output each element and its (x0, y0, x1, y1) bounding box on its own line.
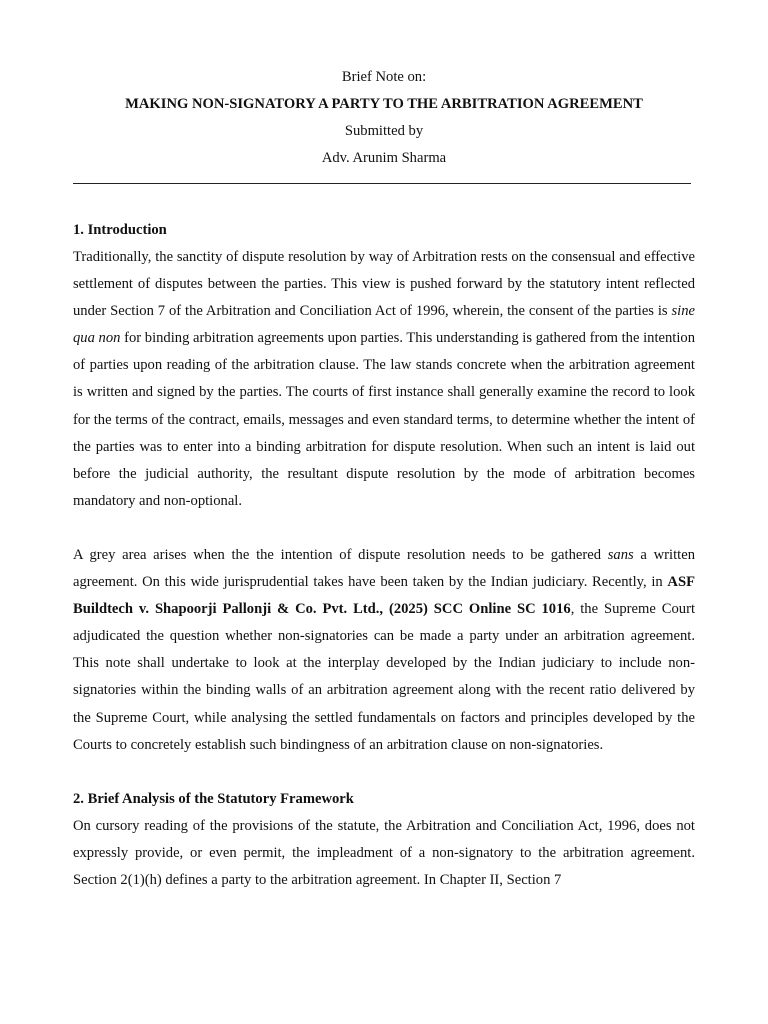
document-header (73, 64, 695, 172)
intro-p1-text-a: Traditionally, the sanctity of dispute resolution by way of Arbitration rests on the consensual and effective settlement of disputes between the parties. This view is pushed forward by the statutory intent reflected under Section 7 of the Arbitration and Conciliation Act of 1996, wherein, the consent of the parties is (73, 249, 695, 320)
section-heading-statutory-framework: 2. Brief Analysis of the Statutory Framework (73, 790, 354, 807)
intro-p2-text-c: , the Supreme Court adjudicated the question whether non-signatories can be made a party under an arbitration agreement. This note shall undertake to look at the interplay developed by the Indian judiciary to include non-signatories within the binding walls of an arbitration agreement along with the recent ratio delivered by the Supreme Court, while analysing the settled fundamentals on factors and principles developed by the Courts to concretely establish such bindingness of an arbitration clause on non-signatories. (73, 601, 695, 753)
note-label: Brief Note on: (341, 69, 427, 85)
intro-p1-italic: sine qua non (73, 303, 695, 347)
author-name: Adv. Arunim Sharma (321, 150, 447, 166)
submitted-by-label: Submitted by (344, 123, 424, 139)
statutory-paragraph-1: On cursory reading of the provisions of the statute, the Arbitration and Conciliation Act, 1996, does not expressly provide, or even permit, the impleadment of a non-signatory to the arbitration agreement. Section 2(1)(h) defines a party to the arbitration agreement. In Chapter II, Section 7 (73, 817, 695, 888)
intro-p2-italic: sans (607, 546, 634, 563)
intro-paragraph-1 (73, 244, 695, 515)
intro-paragraph-2 (73, 542, 695, 759)
intro-p2-text-b: a written agreement. On this wide jurisprudential takes have been taken by the Indian judiciary. Recently, in (73, 546, 695, 591)
section-heading-introduction: 1. Introduction (73, 222, 167, 238)
document-page (73, 0, 695, 894)
intro-p1-text-b: for binding arbitration agreements upon parties. This understanding is gathered from the intention of parties upon reading of the arbitration clause. The law stands concrete when the arbitration agreement is written and signed by the parties. The courts of first instance shall generally examine the record to look for the terms of the contract, emails, messages and even standard terms, to determine whether the intent of the parties was to enter into a binding arbitration for dispute resolution. When such an intent is laid out before the judicial authority, the resultant dispute resolution by the mode of arbitration becomes mandatory and non-optional. (73, 330, 695, 509)
intro-p2-text-a: A grey area arises when the the intention of dispute resolution needs to be gathered (73, 546, 608, 563)
case-citation: ASF Buildtech v. Shapoorji Pallonji & Co. Pvt. Ltd., (2025) SCC Online SC 1016 (73, 574, 695, 618)
document-title: MAKING NON-SIGNATORY A PARTY TO THE ARBITRATION AGREEMENT (125, 96, 643, 112)
